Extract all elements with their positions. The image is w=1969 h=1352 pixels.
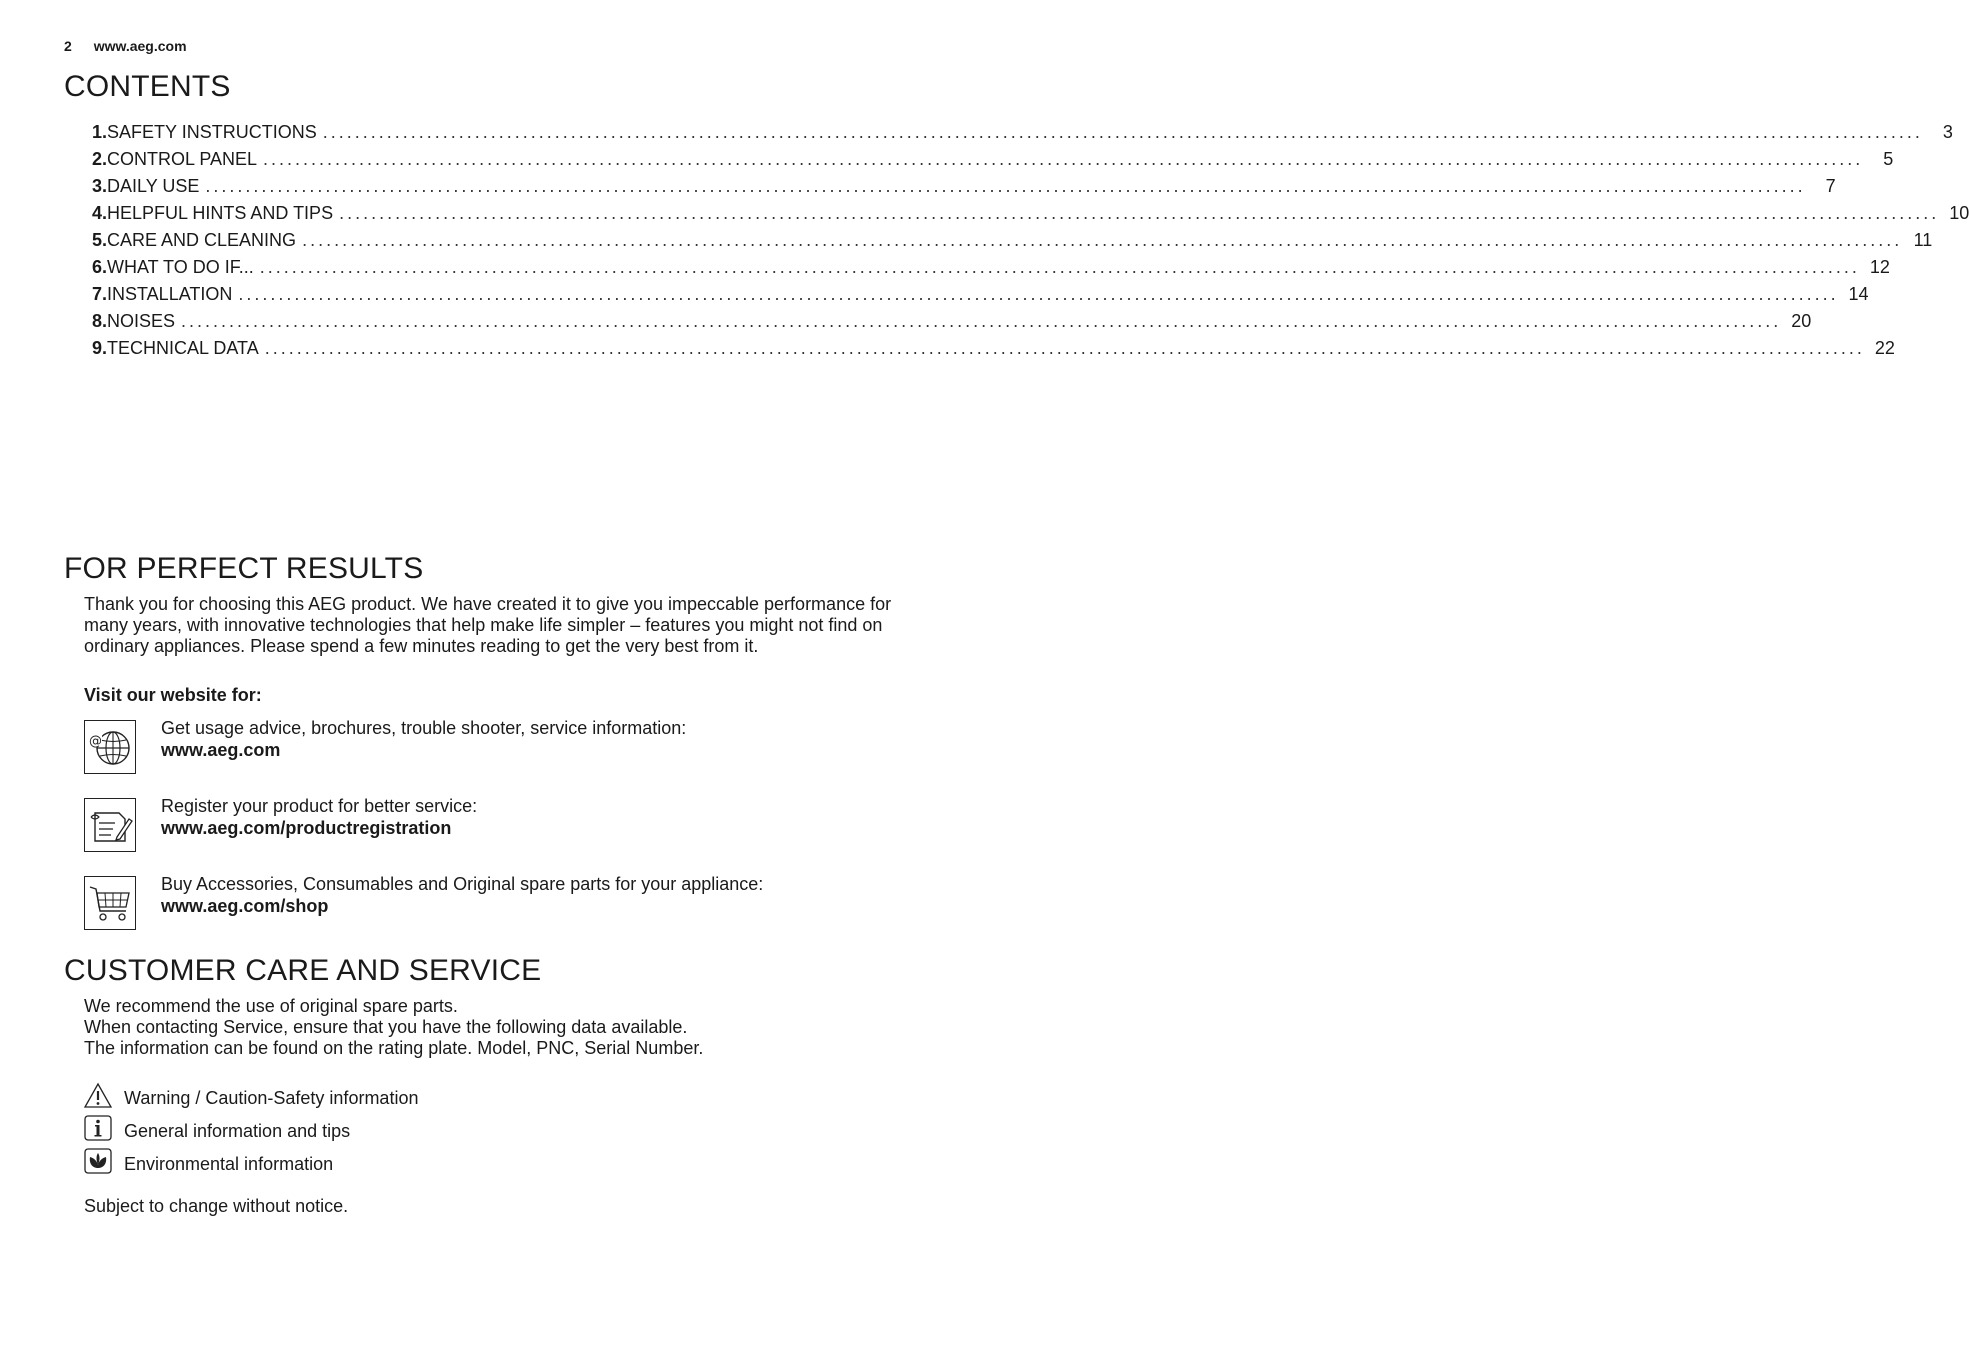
toc-title: HELPFUL HINTS AND TIPS	[107, 203, 334, 223]
website-item-text: Get usage advice, brochures, trouble shooter, service information:	[161, 718, 687, 738]
care-line: The information can be found on the rating plate. Model, PNC, Serial Number.	[84, 1038, 704, 1058]
toc-number: 1.	[92, 122, 108, 142]
toc-page: 3	[1942, 122, 1953, 142]
customer-care-text	[84, 996, 904, 1059]
toc-row[interactable]	[92, 230, 1933, 257]
care-line: When contacting Service, ensure that you have the following data available.	[84, 1017, 688, 1037]
website-item-registration	[84, 798, 904, 854]
info-icon	[84, 1115, 112, 1143]
legend-warning	[84, 1082, 584, 1112]
toc-page: 14	[1848, 284, 1869, 304]
toc-leader: ........................................................................................................................................................................................................	[238, 284, 1839, 304]
toc-number: 7.	[92, 284, 108, 304]
website-item-support	[84, 720, 904, 776]
registration-note-icon	[84, 798, 136, 852]
toc-leader: ........................................................................................................................................................................................................	[263, 149, 1864, 169]
toc-page: 11	[1913, 230, 1933, 250]
toc-title: DAILY USE	[107, 176, 200, 196]
toc-row[interactable]	[92, 122, 1953, 149]
legend-environment	[84, 1148, 584, 1178]
intro-paragraph: Thank you for choosing this AEG product. We have created it to give you impeccable performance for many years, with innovative technologies that help make life simpler – features you might not find on ordinary appliances. Please spend a few minutes reading to get the very best from it.	[84, 594, 892, 656]
globe-at-icon	[84, 720, 136, 774]
toc-page: 7	[1825, 176, 1836, 196]
toc-row[interactable]	[92, 176, 1836, 203]
toc-title: NOISES	[107, 311, 176, 331]
results-heading: FOR PERFECT RESULTS	[64, 552, 424, 585]
toc-number: 8.	[92, 311, 108, 331]
legend-label: Warning / Caution-Safety information	[124, 1088, 419, 1108]
contents-heading: CONTENTS	[64, 70, 231, 103]
page-header	[64, 38, 187, 54]
legend-label: Environmental information	[124, 1154, 334, 1174]
toc-row[interactable]	[92, 338, 1895, 365]
toc-title: TECHNICAL DATA	[107, 338, 259, 358]
toc-number: 2.	[92, 149, 108, 169]
toc-row[interactable]	[92, 149, 1894, 176]
toc-number: 5.	[92, 230, 108, 250]
website-item-text: Register your product for better service:	[161, 796, 478, 816]
toc-number: 4.	[92, 203, 108, 223]
change-notice: Subject to change without notice.	[84, 1196, 349, 1216]
toc-title: WHAT TO DO IF...	[107, 257, 254, 277]
shop-link[interactable]: www.aeg.com/shop	[161, 896, 329, 916]
toc-title: CARE AND CLEANING	[107, 230, 297, 250]
warning-icon	[84, 1082, 112, 1110]
toc-number: 3.	[92, 176, 108, 196]
toc-row[interactable]	[92, 257, 1890, 284]
table-of-contents	[92, 122, 1969, 365]
toc-leader: ........................................................................................................................................................................................................	[264, 338, 1865, 358]
legend-label: General information and tips	[124, 1121, 351, 1141]
toc-title: CONTROL PANEL	[107, 149, 258, 169]
customer-care-heading: CUSTOMER CARE AND SERVICE	[64, 954, 542, 987]
toc-page: 20	[1791, 311, 1812, 331]
toc-row[interactable]	[92, 203, 1969, 230]
visit-label: Visit our website for:	[84, 685, 262, 705]
shopping-cart-icon	[84, 876, 136, 930]
page-number: 2	[64, 38, 72, 54]
legend-info	[84, 1115, 584, 1145]
aeg-website-link[interactable]: www.aeg.com	[161, 740, 281, 760]
toc-leader: ........................................................................................................................................................................................................	[302, 230, 1903, 250]
toc-title: INSTALLATION	[107, 284, 233, 304]
toc-page: 10	[1949, 203, 1969, 223]
toc-leader: ........................................................................................................................................................................................................	[259, 257, 1860, 277]
environment-icon	[84, 1148, 112, 1176]
care-line: We recommend the use of original spare parts.	[84, 996, 458, 1016]
toc-number: 6.	[92, 257, 108, 277]
toc-page: 12	[1869, 257, 1890, 277]
product-registration-link[interactable]: www.aeg.com/productregistration	[161, 818, 452, 838]
toc-row[interactable]	[92, 311, 1812, 338]
toc-page: 22	[1874, 338, 1895, 358]
toc-leader: ........................................................................................................................................................................................................	[322, 122, 1923, 142]
toc-leader: ........................................................................................................................................................................................................	[339, 203, 1940, 223]
svg-text:@: @	[89, 734, 102, 749]
toc-number: 9.	[92, 338, 108, 358]
toc-leader: ........................................................................................................................................................................................................	[205, 176, 1806, 196]
toc-page: 5	[1883, 149, 1894, 169]
website-item-text: Buy Accessories, Consumables and Original spare parts for your appliance:	[161, 874, 764, 894]
toc-row[interactable]	[92, 284, 1869, 311]
header-site-link[interactable]: www.aeg.com	[93, 38, 187, 54]
website-item-shop	[84, 876, 904, 932]
toc-leader: ........................................................................................................................................................................................................	[181, 311, 1782, 331]
toc-title: SAFETY INSTRUCTIONS	[107, 122, 317, 142]
